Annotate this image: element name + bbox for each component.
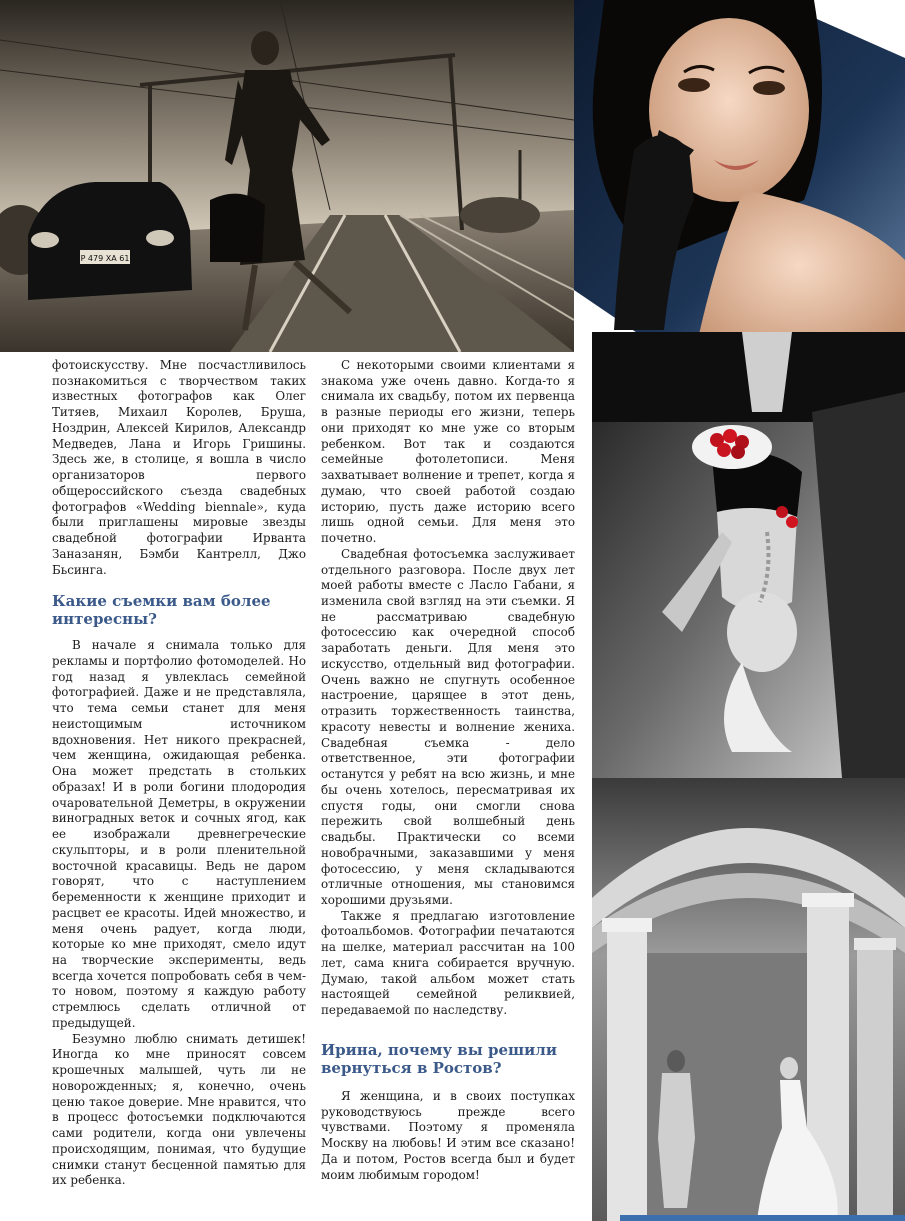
section-heading: Ирина, почему вы решили вернуться в Ростов? <box>321 1040 557 1077</box>
paragraph: Также я предлагаю изготовление фотоальбомов. Фотографии печатаются на шелке, материал рассчитан на 100 лет, сама книга собирается вручную. Думаю, такой альбом может стать настоящей семейной реликвией, передаваемой по наследству. <box>321 908 575 1018</box>
paragraph: В начале я снимала только для рекламы и портфолио фотомоделей. Но год назад я увлеклась семейной фотографией. Даже и не представляла, что тема семьи станет для меня неистощимым источником вдохновения. Нет никого прекрасней, чем женщина, ожидающая ребенка. Она может предстать в стольких образах! И в роли богини плодородия очаровательной Деметры, в окружении виноградных веток и сочных ягод, как ее изображали древнегреческие скульпторы, и в роли пленительной восточной красавицы. Ведь не даром говорят, что с наступлением беременности к женщине приходит и расцвет ее красоты. Идей множество, и меня очень радует, когда люди, которые ко мне приходят, смело идут на творческие эксперименты, ведь всегда хочется попробовать себя в чем-то новом, поэтому я каждую работу стремлюсь сделать отличной от предыдущей. <box>52 638 306 1030</box>
photo-portrait-glove <box>574 0 905 358</box>
paragraph: фотоискусству. Мне посчастливилось познакомиться с творчеством таких известных фотографов как Олег Титяев, Михаил Королев, Бруша, Ноздрин, Алексей Кирилов, Александр Медведев, Лана и Игорь Гришины. Здесь же, в столице, я вошла в число организаторов первого общероссийского съезда свадебных фотографов «Wedding biennale», куда были приглашены мировые звезды свадебной фотографии Ирванта Заназанян, Бэмби Кантрелл, Джо Бьсинга. <box>52 358 306 577</box>
paragraph: Я женщина, и в своих поступках руководствуюсь прежде всего чувствами. Поэтому я променяла Москву на любовь! И этим все сказано! Да и потом, Ростов всегда был и будет моим любимым городом! <box>321 1088 575 1182</box>
paragraph: Свадебная фотосъемка заслуживает отдельного разговора. После двух лет моей работы вместе с Ласло Габани, я изменила свой взгляд на эти съемки. Я не рассматриваю свадебную фотосессию как очередной способ заработать деньги. Для меня это искусство, отдельный вид фотографии. Очень важно не спугнуть особенное настроение, царящее в этот день, отразить торжественность таинства, красоту невесты и волнение жениха. Свадебная съемка - дело ответственное, эти фотографии останутся у ребят на всю жизнь, и мне бы очень хотелось, пересматривая их спустя годы, они смогли снова пережить свой волшебный день свадьбы. Практически со всеми новобрачными, заказавшими у меня фотосессию, у меня складываются отличные отношения, мы становимся хорошими друзьями. <box>321 546 575 907</box>
article-column-right <box>321 358 575 1183</box>
paragraph: Безумно люблю снимать детишек! Иногда ко мне приносят совсем крошечных малышей, чуть ли не новорожденных; я, конечно, очень ценю такое доверие. Мне нравится, что в процесс фотосъемки подключаются сами родители, когда они увлечены происходящим, понимая, что будущие снимки станут бесценной памятью для их ребенка. <box>52 1031 306 1188</box>
section-heading: Какие съемки вам более интересны? <box>52 592 271 629</box>
photo-railway-woman <box>0 0 574 352</box>
article-column-left <box>52 358 306 1189</box>
footer-accent-bar <box>620 1215 905 1221</box>
paragraph: С некоторыми своими клиентами я знакома уже очень давно. Когда-то я снимала их свадьбу, потом их первенца в разные периоды его жизни, теперь они приходят ко мне уже со вторым ребенком. Вот так и создаются семейные фотолетописи. Меня захватывает волнение и трепет, когда я думаю, что своей работой создаю историю, пусть даже историю всего лишь одной семьи. Для меня это почетно. <box>321 358 575 546</box>
photo-wedding-columns <box>592 778 905 1221</box>
photo-upside-down-cherries <box>592 332 905 778</box>
license-plate: Р 479 ХА 61 <box>80 254 130 263</box>
